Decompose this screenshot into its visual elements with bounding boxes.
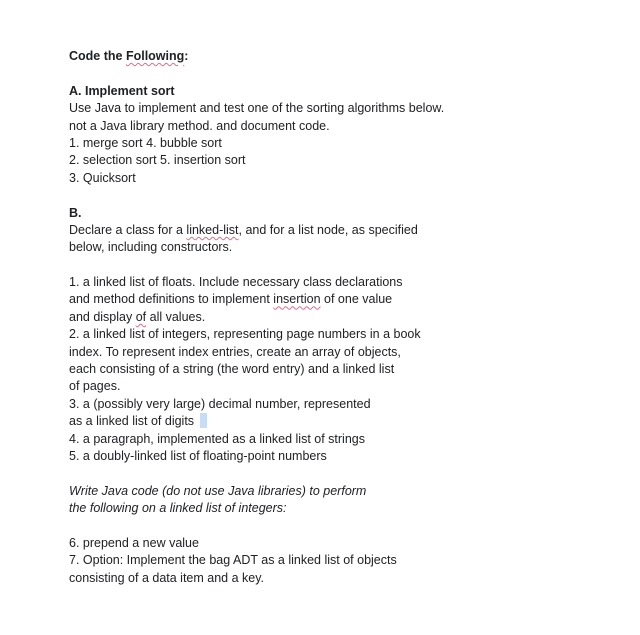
- blank-line: [69, 518, 609, 535]
- section-c-item: 6. prepend a new value: [69, 535, 199, 550]
- section-a-line: 1. merge sort 4. bubble sort: [69, 135, 222, 150]
- insertion-spellcheck-word[interactable]: insertion: [273, 292, 321, 307]
- item-1-line: [69, 309, 609, 326]
- title-spellcheck-word[interactable]: Following: [125, 49, 185, 63]
- document-title: [69, 48, 609, 65]
- blank-line: [69, 465, 609, 482]
- item-1-text-pre: and display: [69, 309, 136, 324]
- blank-line: [69, 187, 609, 204]
- section-c-item: consisting of a data item and a key.: [69, 570, 265, 585]
- section-c-item: 7. Option: Implement the bag ADT as a linked list of objects: [69, 553, 397, 568]
- item-2-line: 2. a linked list of integers, representing page numbers in a book: [69, 327, 421, 342]
- section-a-line: 2. selection sort 5. insertion sort: [69, 153, 246, 168]
- item-2-line: each consisting of a string (the word entry) and a linked list: [69, 362, 395, 377]
- item-1-text-post: of one value: [320, 292, 393, 307]
- item-2-line: of pages.: [69, 379, 121, 394]
- item-1-line: 1. a linked list of floats. Include necessary class declarations: [69, 275, 403, 290]
- section-b-heading: B.: [69, 205, 82, 220]
- linked-list-spellcheck-word[interactable]: linked-list: [186, 222, 239, 237]
- text-cursor-selection[interactable]: [200, 413, 207, 428]
- item-5-line: 5. a doubly-linked list of floating-point numbers: [69, 448, 327, 463]
- item-3-line: 3. a (possibly very large) decimal number, represented: [69, 396, 371, 411]
- section-b-declare-line: [69, 222, 609, 239]
- item-1-text-post: all values.: [146, 309, 206, 324]
- title-text-post: :: [184, 49, 189, 63]
- blank-line: [69, 65, 609, 82]
- section-a-line: not a Java library method. and document code.: [69, 118, 330, 133]
- item-1-text-pre: and method definitions to implement: [69, 292, 274, 307]
- section-b-declare-line: below, including constructors.: [69, 240, 233, 255]
- title-text-pre: Code the: [69, 49, 126, 63]
- section-c-instruction: Write Java code (do not use Java libraries) to perform: [69, 483, 367, 498]
- blank-line: [69, 257, 609, 274]
- document-page[interactable]: [69, 48, 609, 587]
- item-2-line: index. To represent index entries, create an array of objects,: [69, 344, 401, 359]
- of-spellcheck-word[interactable]: of: [135, 309, 147, 324]
- section-a-line: 3. Quicksort: [69, 170, 136, 185]
- section-c-instruction: the following on a linked list of integers:: [69, 501, 287, 516]
- item-1-line: [69, 291, 609, 308]
- declare-text-post: , and for a list node, as specified: [238, 222, 418, 237]
- item-3-line: [69, 413, 609, 430]
- item-4-line: 4. a paragraph, implemented as a linked list of strings: [69, 431, 365, 446]
- declare-text-pre: Declare a class for a: [69, 222, 187, 237]
- item-3-text: as a linked list of digits: [69, 414, 195, 429]
- section-a-line: Use Java to implement and test one of the sorting algorithms below.: [69, 101, 445, 116]
- section-a-heading: A. Implement sort: [69, 83, 175, 98]
